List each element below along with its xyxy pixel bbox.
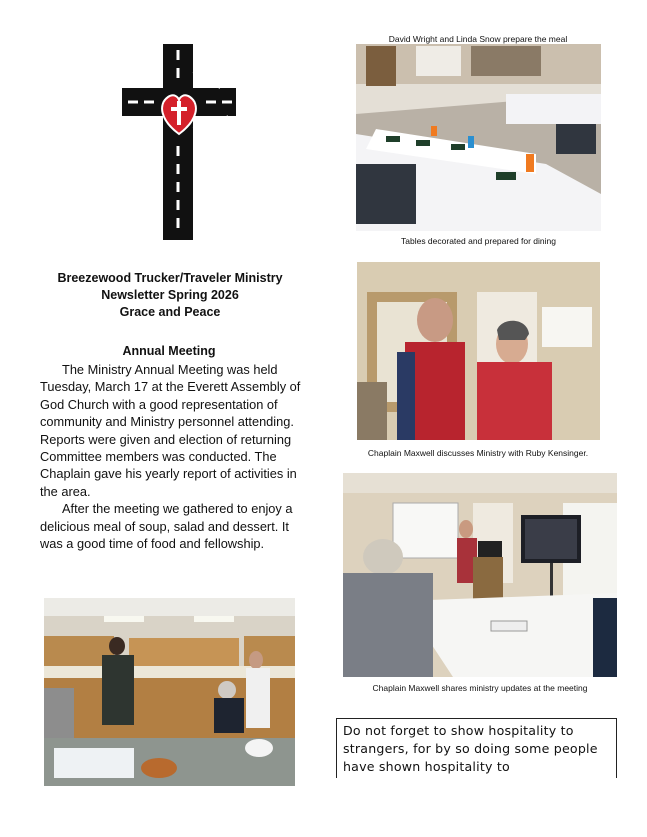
scripture-quote-text: Do not forget to show hospitality to strangers, for by so doing some people have shown hospitality to xyxy=(343,723,598,774)
photo-caption-meal-prep: David Wright and Linda Snow prepare the meal xyxy=(388,34,568,44)
article-heading: Annual Meeting xyxy=(122,344,216,358)
photo-caption-updates: Chaplain Maxwell shares ministry updates at the meeting xyxy=(372,683,588,693)
scripture-quote-box xyxy=(336,718,617,778)
photo-chaplain-discussion xyxy=(357,262,600,440)
photo-caption-tables: Tables decorated and prepared for dining xyxy=(401,236,556,246)
photo-ministry-updates xyxy=(343,473,617,677)
article-paragraph-2: After the meeting we gathered to enjoy a delicious meal of soup, salad and dessert. It was a good time of food and fellowship. xyxy=(40,501,293,552)
org-name: Breezewood Trucker/Traveler Ministry xyxy=(57,271,283,285)
newsletter-header xyxy=(40,270,300,321)
photo-caption-discussion: Chaplain Maxwell discusses Ministry with Ruby Kensinger. xyxy=(367,448,589,458)
cross-icon xyxy=(120,42,238,242)
issue-title: Newsletter Spring 2026 xyxy=(101,288,239,302)
ministry-cross-logo xyxy=(120,42,238,242)
article-body xyxy=(40,361,310,552)
photo-kitchen-meal xyxy=(44,598,295,786)
article-paragraph-1: The Ministry Annual Meeting was held Tuesday, March 17 at the Everett Assembly of God Church with a good representation of community and Ministry personnel attending. Reports were given and election of returning Committee members was conducted. The Chaplain gave his yearly report of activities in the area. xyxy=(40,362,301,499)
greeting: Grace and Peace xyxy=(119,305,221,319)
photo-dining-tables xyxy=(356,44,601,231)
